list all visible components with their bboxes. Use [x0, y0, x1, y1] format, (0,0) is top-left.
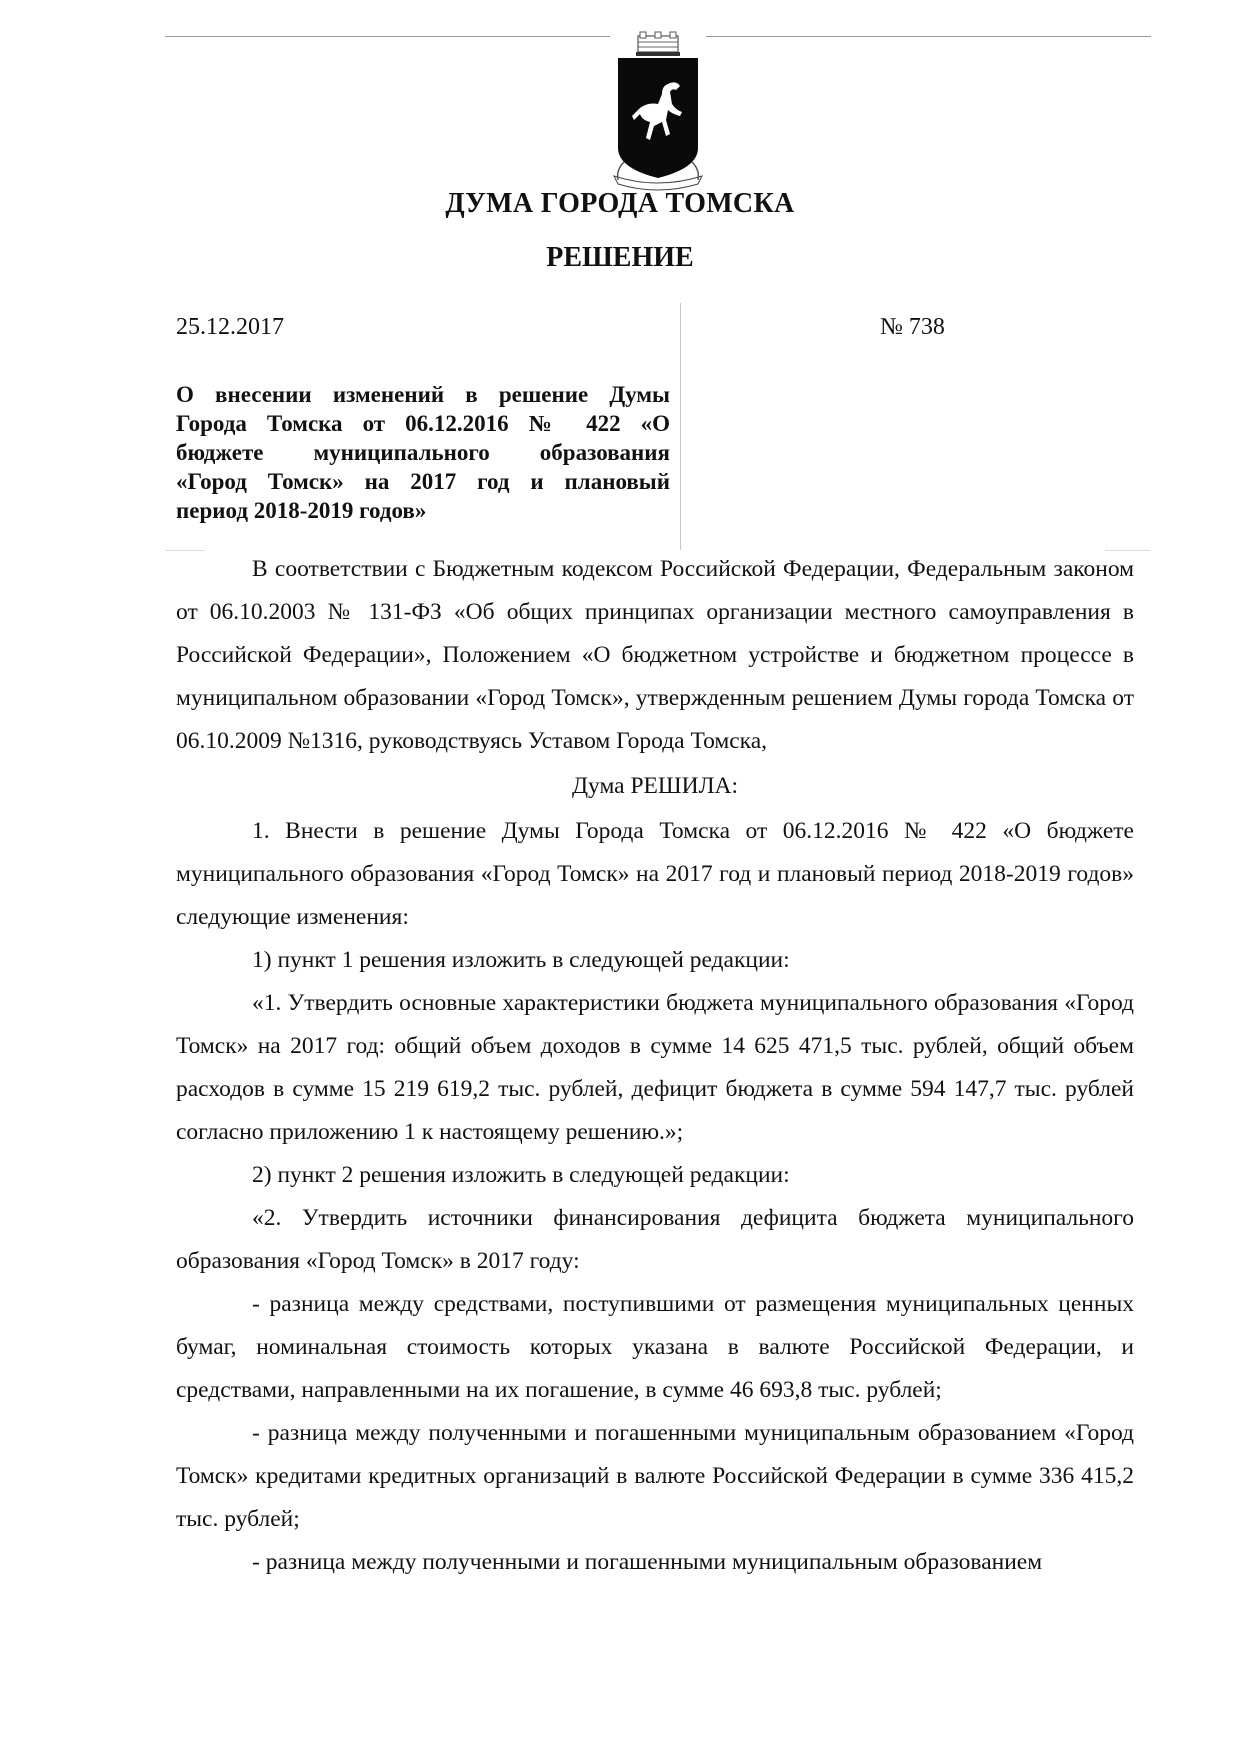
- organization-title: ДУМА ГОРОДА ТОМСКА: [445, 188, 795, 219]
- preamble-paragraph: В соответствии с Бюджетным кодексом Российской Федерации, Федеральным законом от 06.10.2003 № 131-ФЗ «Об общих принципах организации местного самоуправления в Российской Федерации», Положением «О бюджетном устройстве и бюджетном процессе в муниципальном образовании «Город Томск», утвержденным решением Думы города Томска от 06.10.2009 №1316, руководствуясь Уставом Города Томска,: [176, 556, 1134, 754]
- document-subject: [176, 380, 670, 525]
- body-paragraph: 1) пункт 1 решения изложить в следующей редакции:: [252, 947, 790, 973]
- subject-line: «Город Томск» на 2017 год и плановый: [176, 469, 670, 494]
- document-body: [176, 548, 1134, 1584]
- subject-line: О внесении изменений в решение Думы: [176, 382, 670, 407]
- body-paragraph: 1. Внести в решение Думы Города Томска от 06.12.2016 № 422 «О бюджете муниципального образования «Город Томск» на 2017 год и плановый период 2018-2019 годов» следующие изменения:: [176, 818, 1134, 930]
- document-date: 25.12.2017: [176, 314, 284, 340]
- subject-line: бюджете муниципального образования: [176, 440, 670, 465]
- body-paragraph: «1. Утвердить основные характеристики бюджета муниципального образования «Город Томск» на 2017 год: общий объем доходов в сумме 14 625 471,5 тыс. рублей, общий объем расходов в сумме 15 219 619,2 тыс. рублей, дефицит бюджета в сумме 594 147,7 тыс. рублей согласно приложению 1 к настоящему решению.»;: [176, 990, 1134, 1145]
- document-number: № 738: [880, 314, 945, 340]
- coat-of-arms-icon: [610, 30, 706, 192]
- document-type: РЕШЕНИЕ: [546, 242, 694, 273]
- header-rule-right: [706, 36, 1151, 37]
- body-paragraph: «2. Утвердить источники финансирования дефицита бюджета муниципального образования «Город Томск» в 2017 году:: [176, 1205, 1134, 1274]
- subject-line: Города Томска от 06.12.2016 № 422 «О: [176, 411, 670, 436]
- body-paragraph: 2) пункт 2 решения изложить в следующей редакции:: [252, 1162, 790, 1188]
- header-divider: [680, 303, 681, 550]
- body-paragraph: - разница между полученными и погашенными муниципальным образованием: [252, 1549, 1043, 1575]
- body-paragraph: - разница между средствами, поступившими от размещения муниципальных ценных бумаг, номинальная стоимость которых указана в валюте Российской Федерации, и средствами, направленными на их погашение, в сумме 46 693,8 тыс. рублей;: [176, 1291, 1134, 1403]
- header-rule-left: [165, 36, 610, 37]
- body-paragraph: - разница между полученными и погашенными муниципальным образованием «Город Томск» кредитами кредитных организаций в валюте Российской Федерации в сумме 336 415,2 тыс. рублей;: [176, 1420, 1134, 1532]
- subject-line: период 2018-2019 годов»: [176, 498, 427, 523]
- resolution-heading: Дума РЕШИЛА:: [571, 773, 739, 799]
